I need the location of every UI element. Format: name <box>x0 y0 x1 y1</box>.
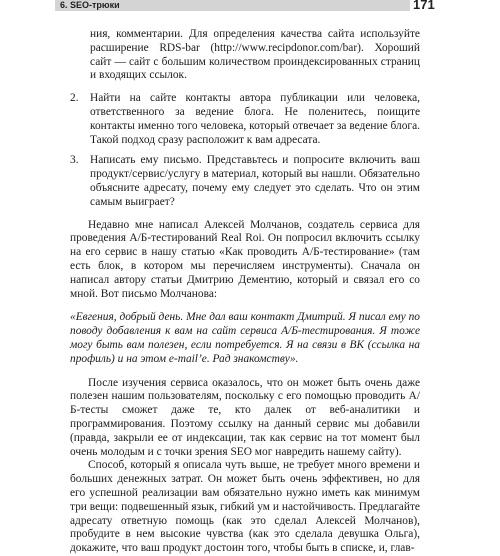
body-paragraph: После изучения сервиса оказалось, что он может быть очень даже полезен нашим пользователям, поскольку с его помощью проводить А/Б-тесты сможет даже те, кто далек от веб-аналитики и программирования. Поэтому ссылку на данный сервис мы добавили (правда, закрыли ее от индексации, так как сервис на тот момент был очень молодым и с точки зрения SEO мог навредить нашему сайту). <box>70 376 420 458</box>
body-paragraph: Недавно мне написал Алексей Молчанов, создатель сервиса для проведения А/Б-тестирований Real Roi. Он попросил включить ссылку на его сервис в нашу статью «Как проводить А/Б-тестирование» (там есть блок, в котором мы перечисляем инструменты). Сначала он написал автору статьи Дмитрию Дементию, который и связал его со мной. Вот письмо Молчанова: <box>70 218 420 300</box>
page-body <box>70 28 420 556</box>
page-number: 171 <box>413 0 435 12</box>
list-item <box>70 92 420 147</box>
list-item-continuation: ния, комментарии. Для определения качества сайта используйте расширение RDS-bar (http://www.recipdonor.com/bar). Хороший сайт — сайт с большим количеством проиндексированных страниц и входящих ссылок. <box>90 28 420 82</box>
quoted-letter: «Евгения, добрый день. Мне дал ваш контакт Дмитрий. Я писал ему по поводу добавления к вам на сайт сервиса А/Б-тестирования. Я тоже могу быть вам полезен, если потребуется. Я на связи в ВК (ссылка на профиль) и на этом e-mail’е. Рад знакомству». <box>70 311 420 365</box>
list-item-number: 3. <box>70 154 79 167</box>
list-item <box>70 154 420 209</box>
list-item-text: Найти на сайте контакты автора публикации или человека, ответственного за ведение блога. Не поленитесь, поищите контакты именно того человека, который отвечает за ведение блога. Такой подход сразу расположит к вам адресата. <box>90 92 420 146</box>
page-header <box>0 0 500 22</box>
body-paragraph: Способ, который я описала чуть выше, не требует много времени и больших денежных затрат. Он может быть очень эффективен, но для его успешной реализации вам обязательно нужно иметь как минимум три вещи: подвешенный язык, гибкий ум и настойчивость. Предлагайте адресату ответную помощь (как это сделал Алексей Молчанов), пробудите в нем высокие чувства (как это сделала девушка Ольга), докажите, что ваш продукт достоин того, чтобы быть в списке, и, глав- <box>70 459 420 555</box>
numbered-list <box>70 92 420 209</box>
chapter-title: 6. SEO-трюки <box>60 0 120 10</box>
list-item-number: 2. <box>70 92 79 105</box>
list-item-text: Написать ему письмо. Представьтесь и попросите включить ваш продукт/сервис/услугу в материал, который вы нашли. Обязательно объясните адресату, почему ему следует это сделать. Что он этим самым выиграет? <box>90 154 420 208</box>
